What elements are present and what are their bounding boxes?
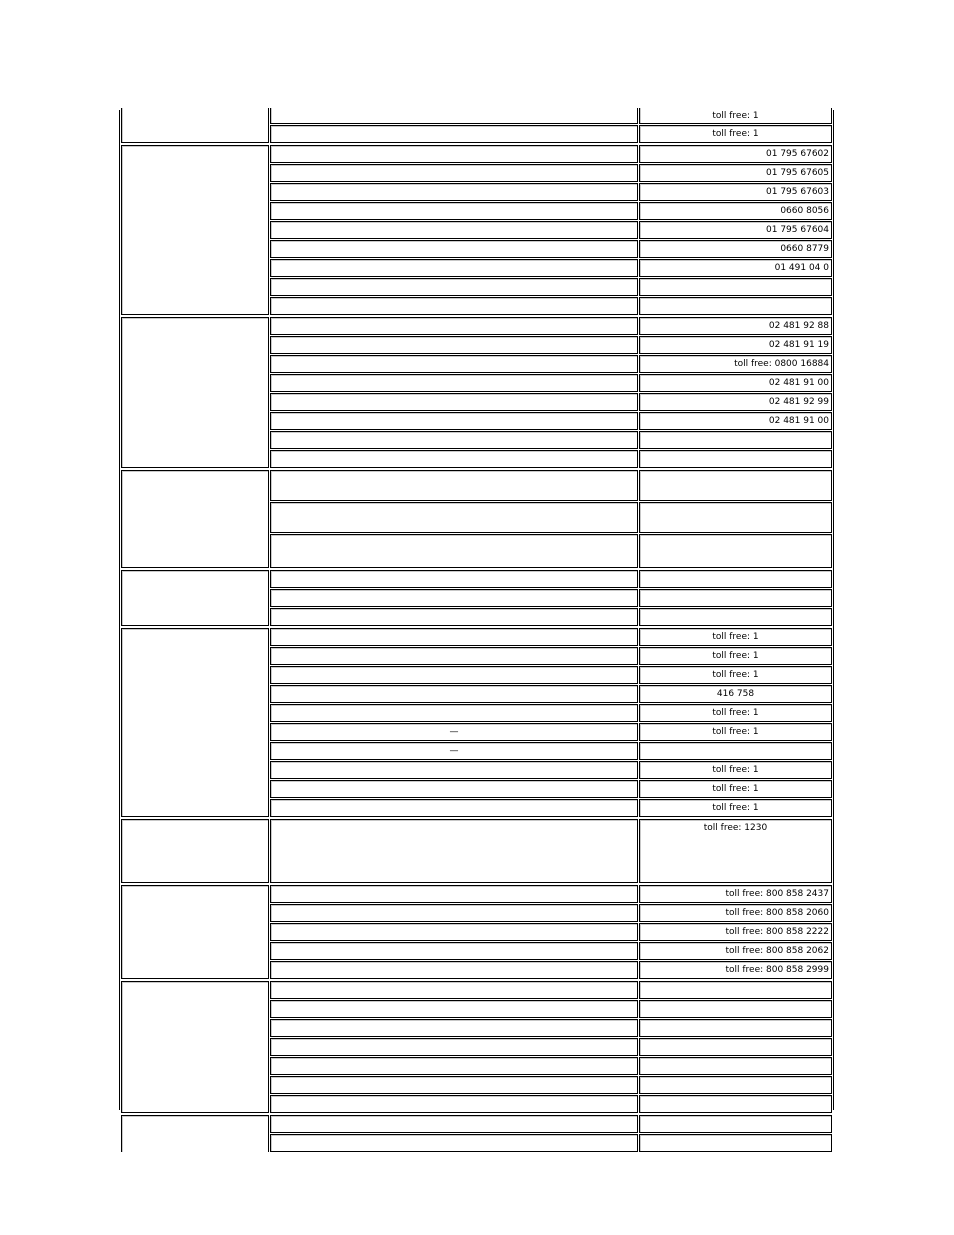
phone-cell [639, 164, 832, 182]
phone-cell [639, 108, 832, 124]
country-cell [121, 145, 269, 315]
phone-cell [639, 336, 832, 354]
phone-cell [639, 1095, 832, 1113]
phone-cell [639, 374, 832, 392]
phone-cell [639, 470, 832, 501]
phone-number: toll free: 800 858 2222 [725, 927, 829, 937]
description-cell [270, 885, 638, 903]
phone-number: 02 481 92 88 [768, 321, 829, 331]
phone-cell [639, 819, 832, 883]
description-cell [270, 780, 638, 798]
description-cell [270, 534, 638, 568]
phone-cell [639, 608, 832, 626]
description-cell [270, 412, 638, 430]
description-cell [270, 450, 638, 468]
phone-cell [639, 742, 832, 760]
description-cell [270, 819, 638, 883]
description-cell [270, 981, 638, 999]
phone-cell [639, 1076, 832, 1094]
phone-cell [639, 221, 832, 239]
description-cell [270, 374, 638, 392]
phone-number: toll free: 800 858 2999 [725, 965, 829, 975]
phone-cell [639, 355, 832, 373]
description-cell [270, 923, 638, 941]
description-cell [270, 221, 638, 239]
phone-number: toll free: 1 [712, 632, 759, 642]
phone-cell [639, 780, 832, 798]
phone-cell [639, 240, 832, 258]
description-cell [270, 164, 638, 182]
phone-number: toll free: 1 [712, 765, 759, 775]
description-text: — [449, 746, 459, 756]
description-cell [270, 125, 638, 143]
phone-number: toll free: 800 858 2062 [725, 946, 829, 956]
description-cell [270, 799, 638, 817]
description-cell [270, 704, 638, 722]
description-cell [270, 1076, 638, 1094]
phone-number: toll free: 1 [712, 129, 759, 139]
phone-cell [639, 628, 832, 646]
description-cell [270, 608, 638, 626]
phone-number: toll free: 1230 [703, 823, 768, 833]
description-cell [270, 961, 638, 979]
phone-cell [639, 981, 832, 999]
phone-number: 02 481 91 00 [768, 416, 829, 426]
phone-cell [639, 885, 832, 903]
phone-cell [639, 412, 832, 430]
phone-cell [639, 202, 832, 220]
phone-cell [639, 1019, 832, 1037]
description-cell [270, 1134, 638, 1152]
country-cell [121, 1115, 269, 1152]
description-cell [270, 647, 638, 665]
phone-number: 01 795 67605 [766, 168, 829, 178]
phone-cell [639, 431, 832, 449]
phone-cell [639, 317, 832, 335]
phone-number: toll free: 1 [712, 111, 759, 121]
phone-number: 02 481 91 00 [768, 378, 829, 388]
description-cell [270, 723, 638, 741]
phone-number: 0660 8056 [780, 206, 829, 216]
phone-number: 01 795 67604 [766, 225, 829, 235]
description-cell [270, 1095, 638, 1113]
country-cell [121, 819, 269, 883]
phone-cell [639, 183, 832, 201]
description-cell [270, 628, 638, 646]
phone-number: toll free: 1 [712, 708, 759, 718]
description-cell [270, 297, 638, 315]
description-cell [270, 259, 638, 277]
phone-cell [639, 589, 832, 607]
description-cell [270, 336, 638, 354]
description-cell [270, 470, 638, 501]
phone-cell [639, 723, 832, 741]
phone-cell [639, 297, 832, 315]
phone-number: 0660 8779 [780, 244, 829, 254]
description-cell [270, 240, 638, 258]
phone-number: toll free: 1 [712, 651, 759, 661]
phone-cell [639, 125, 832, 143]
description-cell [270, 589, 638, 607]
phone-number: toll free: 1 [712, 670, 759, 680]
description-cell [270, 278, 638, 296]
phone-cell [639, 145, 832, 163]
phone-cell [639, 1038, 832, 1056]
phone-cell [639, 450, 832, 468]
description-cell [270, 145, 638, 163]
description-cell [270, 202, 638, 220]
description-cell [270, 666, 638, 684]
phone-number: toll free: 1 [712, 727, 759, 737]
description-cell [270, 1000, 638, 1018]
description-cell [270, 1115, 638, 1133]
country-cell [121, 470, 269, 568]
phone-number: toll free: 800 858 2060 [725, 908, 829, 918]
table-border-left [119, 110, 120, 1110]
country-cell [121, 628, 269, 817]
phone-number: 01 795 67602 [766, 149, 829, 159]
phone-cell [639, 704, 832, 722]
phone-number: toll free: 1 [712, 784, 759, 794]
phone-cell [639, 1000, 832, 1018]
description-cell [270, 1038, 638, 1056]
phone-number: toll free: 0800 16884 [734, 359, 829, 369]
country-cell [121, 317, 269, 468]
phone-cell [639, 278, 832, 296]
phone-cell [639, 1057, 832, 1075]
phone-cell [639, 1115, 832, 1133]
phone-cell [639, 1134, 832, 1152]
description-cell [270, 942, 638, 960]
description-cell [270, 355, 638, 373]
phone-cell [639, 666, 832, 684]
country-cell [121, 981, 269, 1113]
country-cell [121, 570, 269, 626]
description-cell [270, 761, 638, 779]
phone-number: toll free: 800 858 2437 [725, 889, 829, 899]
description-text: — [449, 727, 459, 737]
description-cell [270, 502, 638, 533]
phone-cell [639, 685, 832, 703]
table-border-right [833, 110, 834, 1110]
phone-cell [639, 942, 832, 960]
description-cell [270, 183, 638, 201]
phone-cell [639, 647, 832, 665]
country-cell [121, 108, 269, 143]
phone-cell [639, 761, 832, 779]
phone-cell [639, 259, 832, 277]
phone-cell [639, 904, 832, 922]
description-cell [270, 685, 638, 703]
country-cell [121, 885, 269, 979]
phone-cell [639, 961, 832, 979]
phone-cell [639, 570, 832, 588]
phone-cell [639, 393, 832, 411]
description-cell [270, 317, 638, 335]
phone-number: 01 795 67603 [766, 187, 829, 197]
phone-cell [639, 502, 832, 533]
description-cell [270, 742, 638, 760]
phone-number: 01 491 04 0 [774, 263, 829, 273]
phone-number: 416 758 [716, 689, 755, 699]
description-cell [270, 431, 638, 449]
description-cell [270, 1057, 638, 1075]
phone-cell [639, 534, 832, 568]
description-cell [270, 393, 638, 411]
description-cell [270, 1019, 638, 1037]
description-cell [270, 570, 638, 588]
description-cell [270, 108, 638, 124]
phone-number: 02 481 91 19 [768, 340, 829, 350]
phone-cell [639, 799, 832, 817]
description-cell [270, 904, 638, 922]
phone-cell [639, 923, 832, 941]
phone-number: 02 481 92 99 [768, 397, 829, 407]
phone-number: toll free: 1 [712, 803, 759, 813]
